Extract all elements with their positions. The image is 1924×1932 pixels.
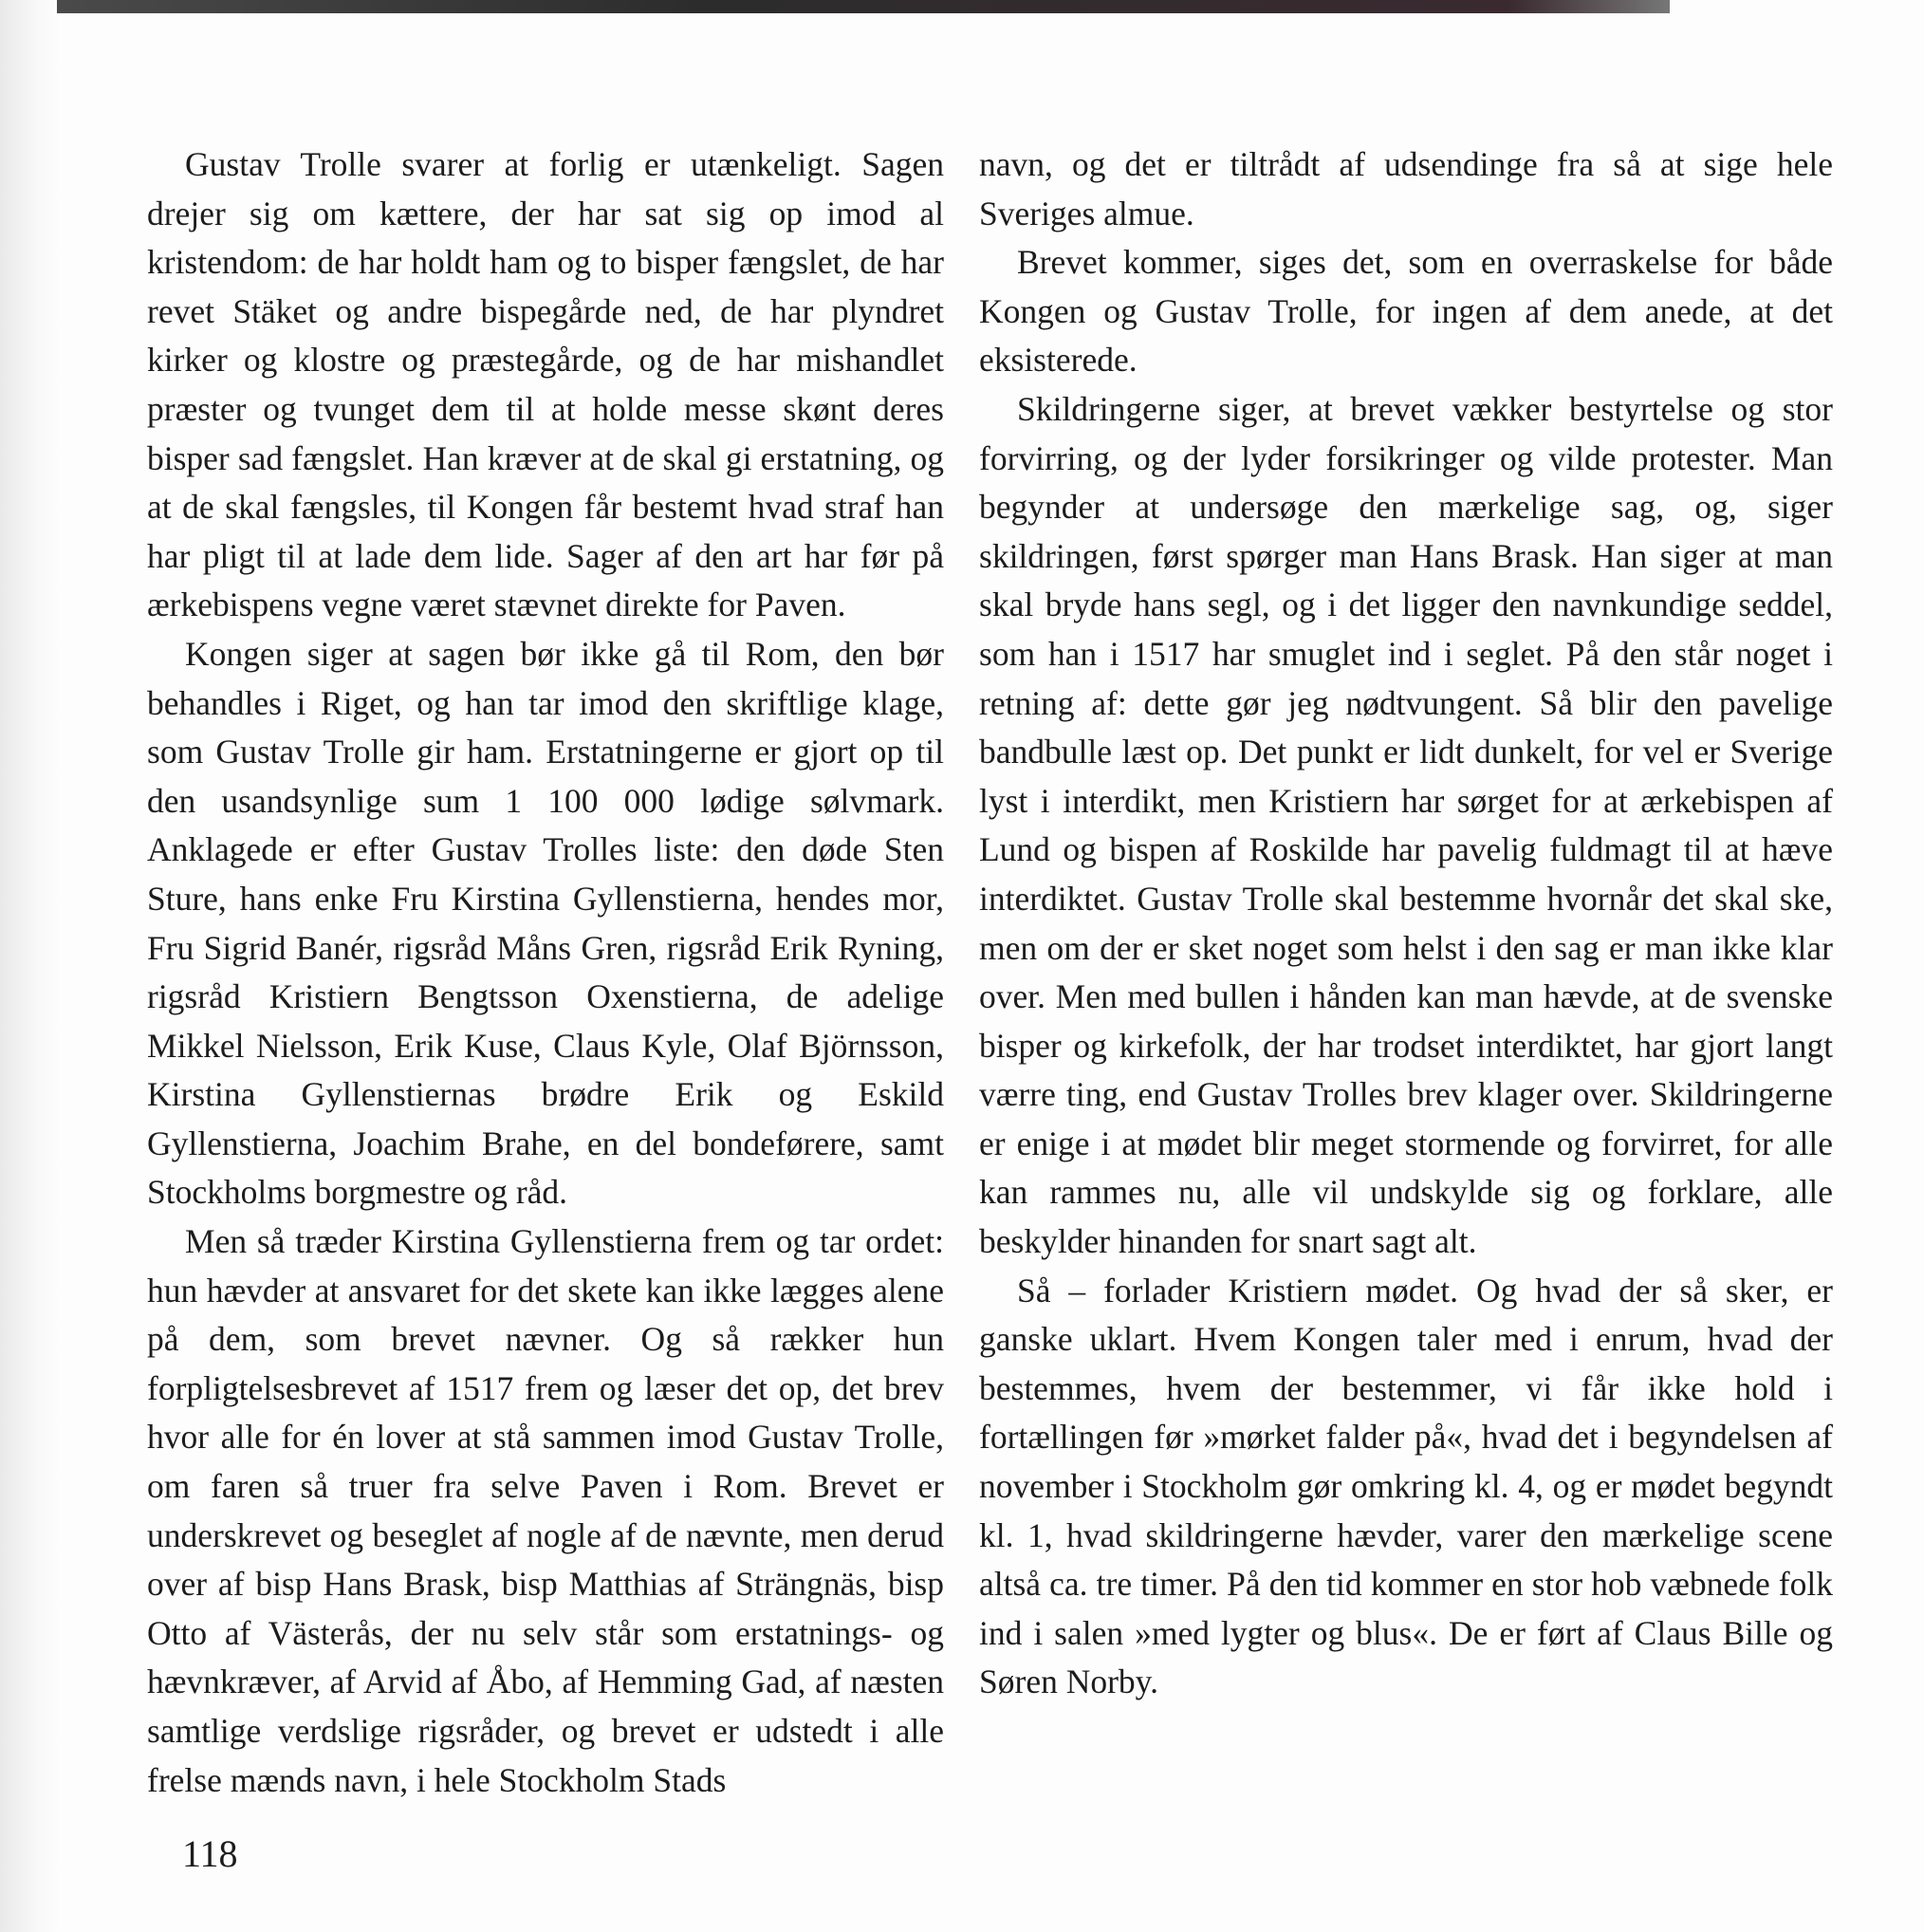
paragraph: Så – forlader Kristiern mødet. Og hvad der så sker, er ganske uklart. Hvem Kongen taler med i enrum, hvad der bestemmes, hvem der bestemmer, vi får ikke hold i fortællingen før »mørket falder på«, hvad det i begyndelsen af november i Stockholm gør omkring kl. 4, og er mødet begyndt kl. 1, hvad skildringerne hævder, varer den mærkelige scene altså ca. tre timer. På den tid kommer en stor hob væbnede folk ind i salen »med lygter og blus«. De er ført af Claus Bille og Søren Norby. [979, 1271, 1833, 1701]
paragraph: Men så træder Kirstina Gyllenstierna frem og tar ordet: hun hævder at ansvaret for det skete kan ikke lægges alene på dem, som brevet nævner. Og så rækker hun forpligtelsesbrevet af 1517 frem og læser det op, det brev hvor alle for én lover at stå sammen imod Gustav Trolle, om faren så truer fra selve Paven i Rom. Brevet er underskrevet og beseglet af nogle af de nævnte, men derud over af bisp Hans Brask, bisp Matthias af Strängnäs, bisp Otto af Västerås, der nu selv står som erstatnings- og hævnkræver, af Arvid af Åbo, af Hemming Gad, af næsten samtlige verdslige rigsråder, og brevet er udstedt i alle frelse mænds navn, i hele Stockholm Stads [147, 1222, 944, 1799]
paragraph: Gustav Trolle svarer at forlig er utænkeligt. Sagen drejer sig om kættere, der har sat sig op imod al kristendom: de har holdt ham og to bisper fængslet, de har revet Stäket og andre bispegårde ned, de har plyndret kirker og klostre og præstegårde, og de har mishandlet præster og tvunget dem til at holde messe skønt deres bisper sad fængslet. Han kræver at de skal gi erstatning, og at de skal fængsles, til Kongen får bestemt hvad straf han har pligt til at lade dem lide. Sager af den art har før på ærkebispens vegne været stævnet direkte for Paven. [147, 145, 944, 624]
paragraph: Skildringerne siger, at brevet vækker bestyrtelse og stor forvirring, og der lyder forsikringer og vilde protester. Man begynder at undersøge den mærkelige sag, og, siger skildringen, først spørger man Hans Brask. Han siger at man skal bryde hans segl, og i det ligger den navnkundige seddel, som han i 1517 har smuglet ind i seglet. På den står noget i retning af: dette gør jeg nødtvungent. Så blir den pavelige bandbulle læst op. Det punkt er lidt dunkelt, for vel er Sverige lyst i interdikt, men Kristiern har sørget for at ærkebispen af Lund og bispen af Roskilde har pavelig fuldmagt til at hæve interdiktet. Gustav Trolle skal bestemme hvornår det skal ske, men om der er sket noget som helst i den sag er man ikke klar over. Men med bullen i hånden kan man hævde, at de svenske bisper og kirkefolk, der har trodset interdiktet, har gjort langt værre ting, end Gustav Trolles brev klager over. Skildringerne er enige i at mødet blir meget stormende og forvirret, for alle kan rammes nu, alle vil undskylde sig og forklare, alle beskylder hinanden for snart sagt alt. [979, 389, 1833, 1261]
page-top-edge [57, 0, 1670, 13]
left-text-column [147, 140, 944, 1805]
paragraph: Kongen siger at sagen bør ikke gå til Rom, den bør behandles i Riget, og han tar imod den skriftlige klage, som Gustav Trolle gir ham. Erstatningerne er gjort op til den usandsynlige sum 1 100 000 lødige sølvmark. Anklagede er efter Gustav Trolles liste: den døde Sten Sture, hans enke Fru Kirstina Gyllenstierna, hendes mor, Fru Sigrid Banér, rigsråd Måns Gren, rigsråd Erik Ryning, rigsråd Kristiern Bengtsson Oxenstierna, de adelige Mikkel Nielsson, Erik Kuse, Claus Kyle, Olaf Björnsson, Kirstina Gyllenstiernas brødre Erik og Eskild Gyllenstierna, Joachim Brahe, en del bondeførere, samt Stockholms borgmestre og råd. [147, 634, 944, 1212]
paragraph: navn, og det er tiltrådt af udsendinge fra så at sige hele Sveriges almue. [979, 145, 1833, 232]
right-text-column [979, 140, 1833, 1707]
paragraph: Brevet kommer, siges det, som en overraskelse for både Kongen og Gustav Trolle, for ingen af dem anede, at det eksisterede. [979, 243, 1833, 380]
page-number: 118 [182, 1832, 238, 1875]
book-gutter-shadow [0, 0, 59, 1932]
